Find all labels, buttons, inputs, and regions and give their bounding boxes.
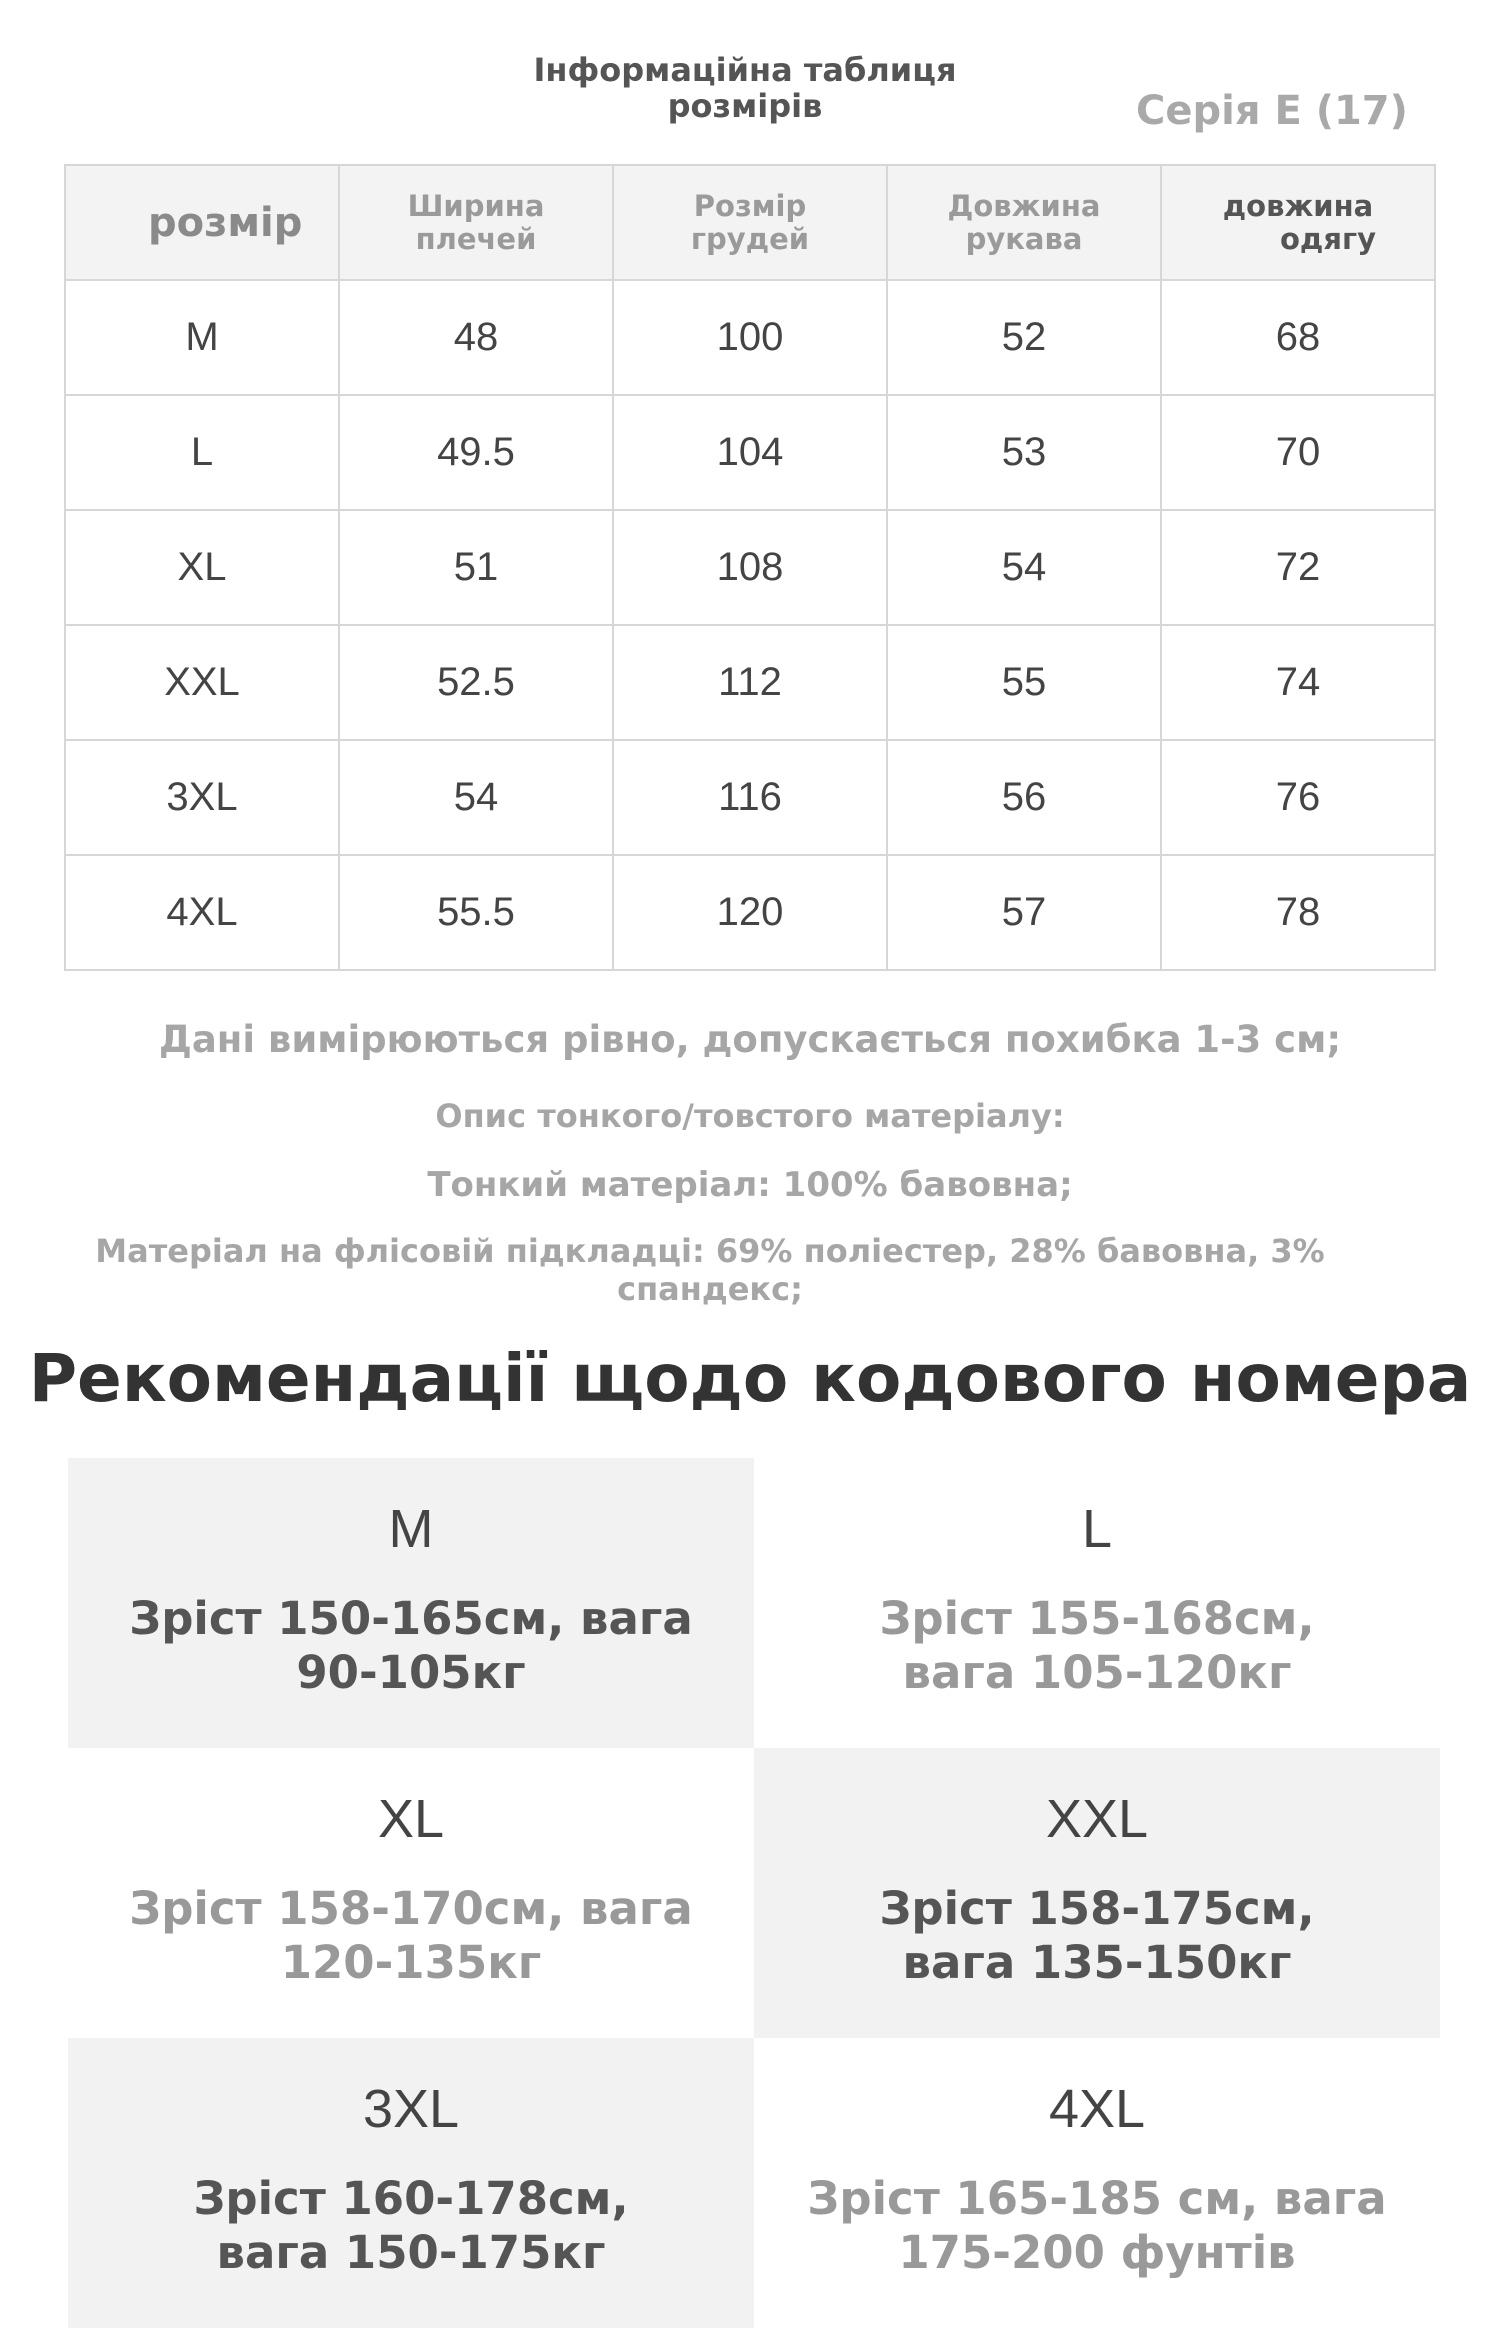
recommendation-size: 3XL xyxy=(362,2079,460,2139)
recommendation-description xyxy=(68,1592,754,1700)
cell-sleeve-length: 53 xyxy=(887,395,1161,510)
recommendation-card xyxy=(68,1458,754,1748)
size-table xyxy=(64,164,1436,971)
column-header-line: довжина xyxy=(1222,188,1374,223)
cell-sleeve-length: 56 xyxy=(887,740,1161,855)
table-row xyxy=(65,855,1435,970)
cell-sleeve-length: 52 xyxy=(887,280,1161,395)
cell-sleeve-length: 57 xyxy=(887,855,1161,970)
column-header-line: Ширина xyxy=(407,188,545,223)
cell-size: L xyxy=(65,395,339,510)
cell-shoulder-width: 55.5 xyxy=(339,855,613,970)
recommendation-line: 90-105кг xyxy=(296,1646,526,1699)
page-title-line1: Інформаційна таблиця xyxy=(533,51,957,89)
column-header-line: грудей xyxy=(690,221,810,256)
recommendation-size: XL xyxy=(377,1789,445,1849)
column-header-line: рукава xyxy=(965,221,1083,256)
cell-size: XL xyxy=(65,510,339,625)
recommendation-line: 175-200 фунтів xyxy=(898,2226,1296,2279)
recommendation-line: Зріст 165-185 см, вага xyxy=(807,2172,1387,2225)
recommendation-size: 4XL xyxy=(1048,2079,1146,2139)
cell-shoulder-width: 49.5 xyxy=(339,395,613,510)
recommendation-description xyxy=(68,1882,754,1990)
recommendation-card xyxy=(754,1748,1440,2038)
recommendation-line: Зріст 160-178см, xyxy=(193,2172,629,2225)
note-thin-material: Тонкий матеріал: 100% бавовна; xyxy=(427,1165,1073,1205)
cell-shoulder-width: 51 xyxy=(339,510,613,625)
page-title-line2: розмірів xyxy=(667,87,823,125)
column-header-size: розмір xyxy=(65,165,339,280)
column-header-chest-size xyxy=(613,165,887,280)
table-row xyxy=(65,280,1435,395)
cell-shoulder-width: 48 xyxy=(339,280,613,395)
recommendation-line: Зріст 155-168см, xyxy=(879,1592,1315,1645)
cell-size: M xyxy=(65,280,339,395)
cell-shoulder-width: 54 xyxy=(339,740,613,855)
recommendation-card xyxy=(754,2038,1440,2328)
cell-garment-length: 78 xyxy=(1161,855,1435,970)
cell-chest-size: 112 xyxy=(613,625,887,740)
recommendation-line: Зріст 158-175см, xyxy=(879,1882,1315,1935)
cell-garment-length: 74 xyxy=(1161,625,1435,740)
column-header-sleeve-length xyxy=(887,165,1161,280)
recommendations-title: Рекомендації щодо кодового номера xyxy=(28,1340,1472,1417)
recommendation-line: вага 150-175кг xyxy=(216,2226,606,2279)
recommendation-card xyxy=(68,2038,754,2328)
recommendation-card xyxy=(68,1748,754,2038)
table-header-row xyxy=(65,165,1435,280)
cell-garment-length: 68 xyxy=(1161,280,1435,395)
recommendation-size: M xyxy=(388,1499,434,1559)
column-header-garment-length xyxy=(1161,165,1435,280)
recommendation-line: 120-135кг xyxy=(280,1936,542,1989)
cell-sleeve-length: 54 xyxy=(887,510,1161,625)
table-row xyxy=(65,625,1435,740)
column-header-line: Довжина xyxy=(947,188,1101,223)
column-header-line: одягу xyxy=(1279,221,1377,256)
table-row xyxy=(65,510,1435,625)
cell-size: 3XL xyxy=(65,740,339,855)
recommendation-description xyxy=(68,2172,754,2280)
recommendation-line: вага 135-150кг xyxy=(902,1936,1292,1989)
cell-size: XXL xyxy=(65,625,339,740)
cell-chest-size: 104 xyxy=(613,395,887,510)
cell-garment-length: 76 xyxy=(1161,740,1435,855)
recommendation-line: Зріст 158-170см, вага xyxy=(129,1882,693,1935)
cell-chest-size: 108 xyxy=(613,510,887,625)
recommendation-description xyxy=(754,2172,1440,2280)
cell-garment-length: 70 xyxy=(1161,395,1435,510)
table-row xyxy=(65,740,1435,855)
cell-sleeve-length: 55 xyxy=(887,625,1161,740)
cell-chest-size: 120 xyxy=(613,855,887,970)
recommendation-size: L xyxy=(1081,1499,1113,1559)
cell-chest-size: 100 xyxy=(613,280,887,395)
recommendation-description xyxy=(754,1882,1440,1990)
cell-shoulder-width: 52.5 xyxy=(339,625,613,740)
recommendation-line: вага 105-120кг xyxy=(902,1646,1292,1699)
column-header-shoulder-width xyxy=(339,165,613,280)
page-title xyxy=(500,52,990,124)
note-fleece-material: Матеріал на флісовій підкладці: 69% поліестер, 28% бавовна, 3% спандекс; xyxy=(95,1232,1325,1308)
series-label: Серія E (17) xyxy=(1136,88,1408,134)
recommendation-size: XXL xyxy=(1045,1789,1149,1849)
recommendation-description xyxy=(754,1592,1440,1700)
recommendation-line: Зріст 150-165см, вага xyxy=(129,1592,693,1645)
recommendation-card xyxy=(754,1458,1440,1748)
cell-size: 4XL xyxy=(65,855,339,970)
column-header-line: плечей xyxy=(415,221,537,256)
note-measurement-tolerance: Дані вимірюються рівно, допускається похибка 1-3 см; xyxy=(158,1018,1342,1061)
column-header-line: Розмір xyxy=(693,188,807,223)
cell-chest-size: 116 xyxy=(613,740,887,855)
table-row xyxy=(65,395,1435,510)
cell-garment-length: 72 xyxy=(1161,510,1435,625)
note-material-heading: Опис тонкого/товстого матеріалу: xyxy=(435,1097,1065,1135)
